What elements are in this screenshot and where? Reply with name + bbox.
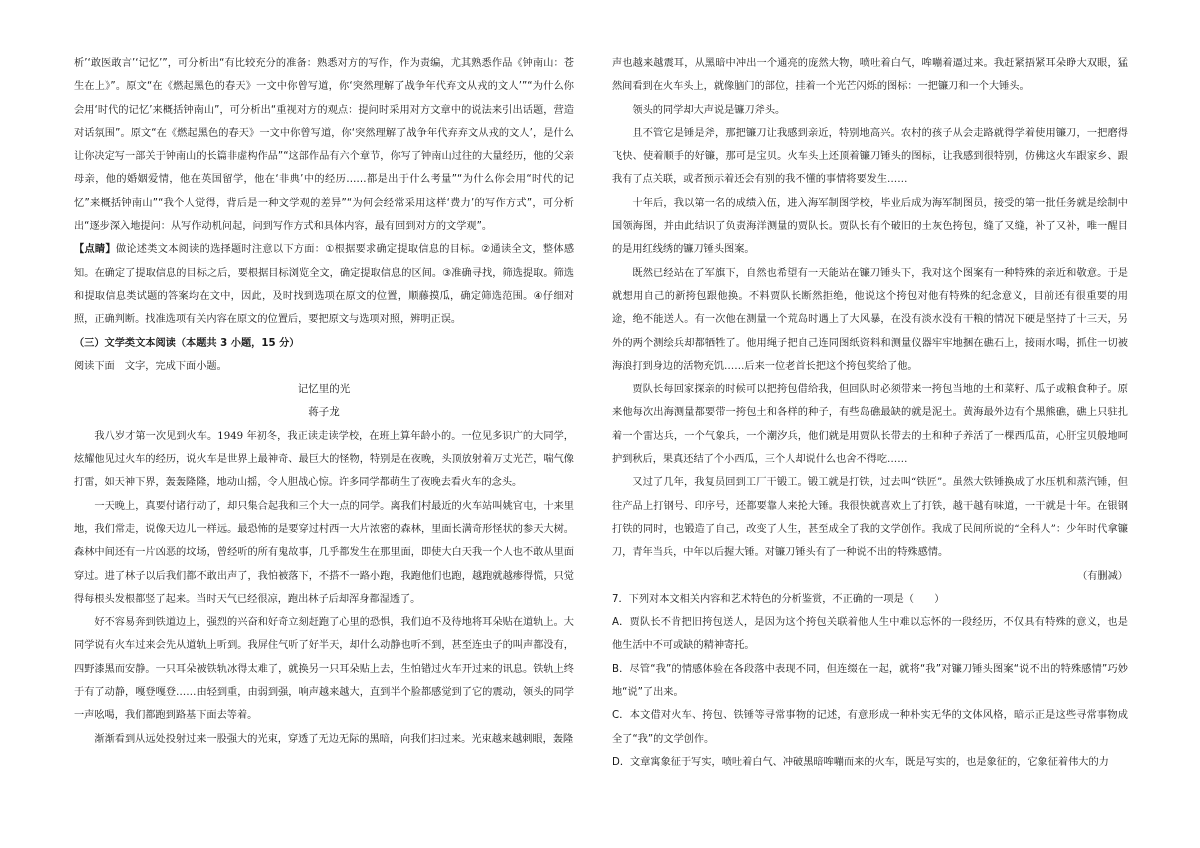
tip-paragraph [74, 238, 574, 331]
story-paragraph: 渐渐看到从远处投射过来一股强大的光束，穿透了无边无际的黑暗，向我们扫过来。光束越来越刺眼，轰隆 [94, 733, 574, 745]
reading-instruction: 阅读下面 文字，完成下面小题。 [74, 360, 227, 372]
story-paragraph: 我八岁才第一次见到火车。1949 年初冬，我正读走读学校，在班上算年龄小的。一位见多识广的大同学，炫耀他见过火车的经历，说火车是世界上最神奇、最巨大的怪物，特别是在夜晚，头顶放射着万丈光芒，喘气像打雷，如天神下界，轰轰隆隆，地动山摇，令人胆战心惊。许多同学都萌生了夜晚去看火车的念头。 [74, 430, 574, 489]
option-c: C．本文借对火车、挎包、铁锤等寻常事物的记述，有意形成一种朴实无华的文体风格，暗示正是这些寻常事物成全了“我”的文学创作。 [612, 710, 1128, 745]
left-column [74, 52, 574, 751]
story-paragraph: 十年后，我以第一名的成绩入伍，进入海军制图学校，毕业后成为海军制图员，接受的第一批任务就是绘制中国领海图，并由此结识了负责海洋测量的贾队长。贾队长有个破旧的土灰色挎包，缝了又缝，补了又补，唯一醒目的是用红线绣的镰刀锤头图案。 [612, 197, 1128, 256]
story-paragraph: 又过了几年，我复员回到工厂干锻工。锻工就是打铁，过去叫“铁匠”。虽然大铁锤换成了水压机和蒸汽锤，但往产品上打钢号、印序号，还都要靠人来抡大锤。我很快就喜欢上了打铁，越干越有味道，一干就是十年。在银钢打铁的同时，也锻造了自己，改变了人生，甚至成全了我的文学创作。我成了民间所说的“全科人”：少年时代拿镰刀，青年当兵，中年以后握大锤。对镰刀锤头有了一种说不出的特殊感情。 [612, 477, 1128, 559]
question-7: 7．下列对本文相关内容和艺术特色的分析鉴赏，不正确的一项是（ ） [612, 593, 945, 605]
option-d: D．文章寓象征于写实，喷吐着白气、冲破黑暗哞嘣而来的火车，既是写实的，也是象征的，它象征着伟大的力 [612, 756, 1109, 768]
tip-text: 做论述类文本阅读的选择题时注意以下方面：①根据要求确定提取信息的目标。②通读全文，整体感知。在确定了提取信息的目标之后，要根据目标浏览全文，确定提取信息的区间。③准确寻找，筛选提取。筛选和提取信息类试题的答案均在文中，因此，及时找到选项在原文的位置，顺藤摸瓜，确定筛选范围。④仔细对照，正确判断。找准选项有关内容在原文的位置后，要把原文与选项对照，辨明正误。 [74, 244, 575, 326]
story-paragraph: 好不容易奔到铁道边上，强烈的兴奋和好奇立刻赶跑了心里的恐惧，我们迫不及待地将耳朵贴在道轨上。大同学说有火车过来会先从道轨上听到。我屏住气听了好半天，却什么动静也听不到，甚至连虫子的叫声都没有，四野漆黑而安静。一只耳朵被铁轨冰得太难了，就换另一只耳朵贴上去，生怕错过火车开过来的讯息。铁轨上终于有了动静，嘎登嘎登……由轻到重，由弱到强，响声越来越大，直到半个脸都感觉到了它的震动，领头的同学一声吆喝，我们都跑到路基下面去等着。 [74, 617, 574, 722]
story-author: 蒋子龙 [308, 406, 340, 419]
option-b: B．尽管“我”的情感体验在各段落中表现不同，但连缀在一起，就将“我”对镰刀锤头图案“说不出的特殊感情”巧妙地“说”了出来。 [612, 663, 1128, 699]
analysis-paragraph: 析’‘敢医敢言’‘记忆’”，可分析出“有比较充分的准备：熟悉对方的写作，作为责编，尤其熟悉作品《钟南山：苍生在上》”。原文“在《燃起黑色的春天》一文中你曾写道，你‘突然理解了战争年代弃文从戎的文人’”“为什么你会用‘时代的记忆’来概括钟南山”，可分析出“重视对方的观点：提问时采用对方文章中的说法来引出话题，营造对话氛围”。原文“在《燃起黑色的春天》一文中你曾写道，你‘突然理解了战争年代弃弃文从戎的文人’，是什么让你决定写一部关于钟南山的长篇非虚构作品”“这部作品有六个章节，你写了钟南山过往的大量经历，他的父亲母亲，他的婚姻爱情，他在英国留学，他在‘非典’中的经历……都是出于什么考量”“为什么你会用“时代的记忆”来概括钟南山”“我个人觉得，背后是一种文学观的差异”“为何会经常采用这样‘费力’的写作方式”，可分析出“逐步深入地提问：从写作动机问起，问到写作方式和具体内容，最有回到对方的文学观”。 [74, 58, 574, 233]
story-paragraph: 领头的同学却大声说是镰刀斧头。 [632, 104, 786, 116]
story-paragraph: 声也越来越震耳，从黑暗中冲出一个通亮的庞然大物，喷吐着白气，哞嘣着逼过来。我赶紧捂紧耳朵睁大双眼，猛然间看到在火车头上，就像脑门的部位，挂着一个光芒闪烁的图标：一把镰刀和一个大锤头。 [612, 58, 1128, 93]
section-heading: （三）文学类文本阅读（本题共 3 小题，15 分） [74, 337, 300, 349]
story-paragraph: 贾队长每回家探亲的时候可以把挎包借给我，但回队时必须带来一挎包当地的土和菜籽、瓜子或粮食种子。原来他每次出海测量都要带一挎包土和各样的种子，有些岛礁最缺的就是泥土。黄海最外边有个黑熊礁，礁上只驻扎着一个雷达兵，一个气象兵，一个潮汐兵，他们就是用贾队长带去的土和种子养活了一棵西瓜苗，心肝宝贝般地呵护到秋后，果真还结了个小西瓜，三个人却说什么也舍不得吃…… [612, 384, 1128, 466]
abridged-note: （有删减） [1077, 570, 1128, 582]
tip-label: 【点睛】 [74, 244, 116, 256]
right-column [612, 52, 1128, 774]
option-a: A．贾队长不肯把旧挎包送人，是因为这个挎包关联着他人生中难以忘怀的一段经历，不仅具有特殊的意义，也是他生活中不可或缺的精神寄托。 [612, 617, 1128, 652]
story-title: 记忆里的光 [297, 383, 351, 396]
story-paragraph: 且不管它是锤是斧，那把镰刀让我感到亲近，特别地高兴。农村的孩子从会走路就得学着使用镰刀，一把磨得飞快、使着顺手的好镰，那可是宝贝。火车头上还顶着镰刀锤头的图标，让我感到很特别，仿佛这火车跟家乡、跟我有了点关联，或者预示着还会有别的我不懂的事情将要发生…… [612, 127, 1128, 186]
story-paragraph: 既然已经站在了军旗下，自然也希望有一天能站在镰刀锤头下，我对这个图案有一种特殊的亲近和敬意。于是就想用自己的新挎包跟他换。不料贾队长断然拒绝，他说这个挎包对他有特殊的纪念意义，目前还有很重要的用途，绝不能送人。有一次他在测量一个荒岛时遇上了大风暴，在没有淡水没有干粮的情况下硬是坚持了十三天，另外的两个测绘兵却都牺牲了。他用绳子把自己连同图纸资料和测量仪器牢牢地捆在礁石上，接雨水喝，抓住一切被海浪打到身边的活物充饥……后来一位老首长把这个挎包奖给了他。 [612, 267, 1128, 372]
story-paragraph: 一天晚上，真要付诸行动了，却只集合起我和三个大一点的同学。离我们村最近的火车站叫姚官屯，十来里地，我们常走，说像天边儿一样远。最恐怖的是要穿过村西一大片浓密的森林，里面长满奇形怪状的参天大树。森林中间还有一片凶恶的坟场，曾经听的所有鬼故事，几乎都发生在那里面，即使大白天我一个人也不敢从里面穿过。进了林子以后我们都不敢出声了，我怕被落下，不搭不一路小跑，我跑他们也跑，越跑就越瘆得慌，只觉得每根头发根都竖了起来。当时天气已经很凉，跑出林子后却浑身都湿透了。 [74, 500, 574, 605]
